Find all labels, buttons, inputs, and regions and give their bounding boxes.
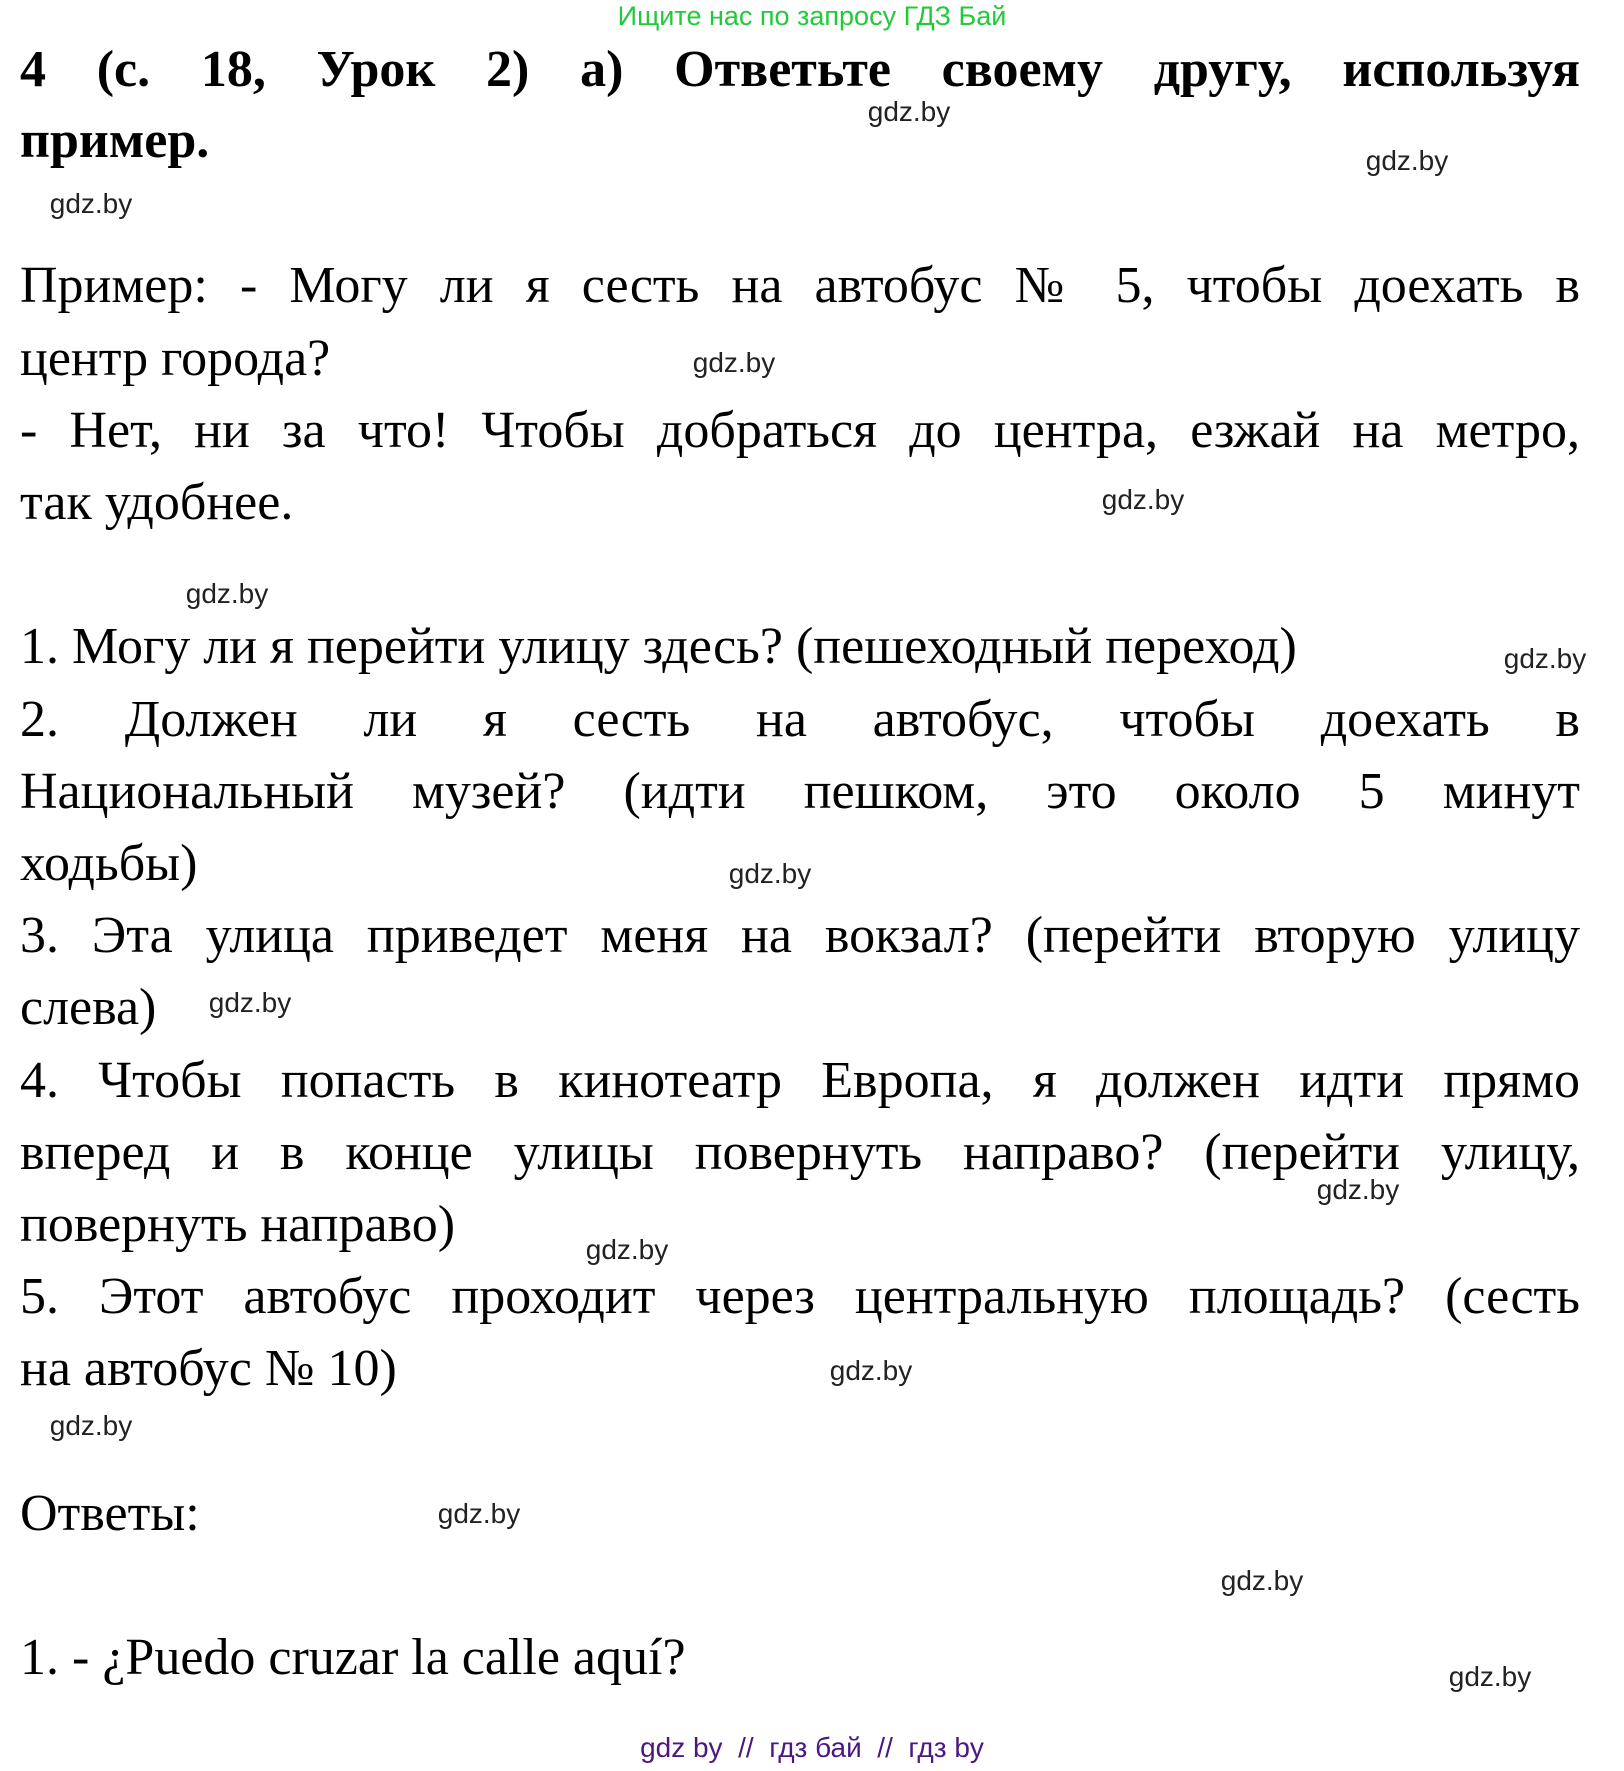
watermark: gdz.by [1316,1174,1400,1205]
example-line-4: так удобнее. [20,474,294,531]
task-title-line-1: 4 (с. 18, Урок 2) а) Ответьте своему другу, используя [20,41,1580,98]
watermark: gdz.by [1503,643,1587,674]
example-line-1: Пример: - Могу ли я сесть на автобус № 5, чтобы доехать в [20,257,1580,314]
question-4-line-3: повернуть направо) [20,1196,456,1253]
question-2-line-3: ходьбы) [20,835,198,892]
question-1-line-1: 1. Могу ли я перейти улицу здесь? (пешеходный переход) [20,618,1297,675]
question-5-line-2: на автобус № 10) [20,1340,397,1397]
watermark: gdz.by [49,1410,133,1441]
question-3-line-2: слева) [20,979,157,1036]
watermark: gdz.by [49,188,133,219]
question-4-line-1: 4. Чтобы попасть в кинотеатр Европа, я должен идти прямо [20,1052,1580,1109]
watermark: gdz.by [185,578,269,609]
watermark: gdz.by [692,347,776,378]
watermark: gdz.by [585,1234,669,1265]
example-line-3: - Нет, ни за что! Чтобы добраться до центра, езжай на метро, [20,402,1580,459]
example-line-2: центр города? [20,330,331,387]
question-2-line-2: Национальный музей? (идти пешком, это около 5 минут [20,763,1580,820]
answers-heading: Ответы: [20,1485,200,1542]
question-3-line-1: 3. Эта улица приведет меня на вокзал? (перейти вторую улицу [20,907,1580,964]
watermark: gdz.by [867,96,951,127]
watermark: gdz.by [1448,1661,1532,1692]
question-4-line-2: вперед и в конце улицы повернуть направо? (перейти улицу, [20,1124,1580,1181]
watermark: gdz.by [437,1498,521,1529]
watermark: gdz.by [829,1355,913,1386]
watermark: gdz.by [1365,145,1449,176]
question-5-line-1: 5. Этот автобус проходит через центральную площадь? (сесть [20,1268,1580,1325]
watermark: gdz.by [1101,484,1185,515]
footer-watermark: gdz by // гдз бай // гдз by [640,1732,984,1763]
watermark: gdz.by [208,987,292,1018]
watermark: gdz.by [728,858,812,889]
watermark: gdz.by [1220,1565,1304,1596]
answer-1: 1. - ¿Puedo cruzar la calle aquí? [20,1629,686,1686]
task-title-line-2: пример. [20,112,210,169]
question-2-line-1: 2. Должен ли я сесть на автобус, чтобы доехать в [20,691,1580,748]
search-us-banner: Ищите нас по запросу ГДЗ Бай [617,1,1007,31]
